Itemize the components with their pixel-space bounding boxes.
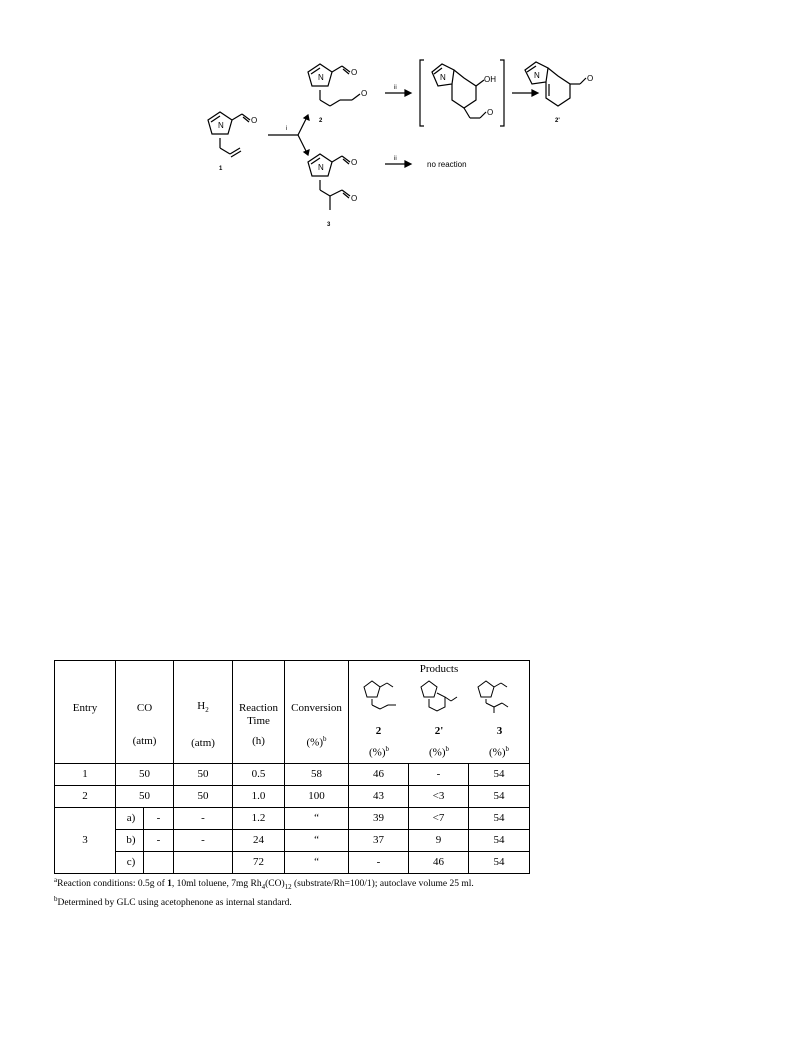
table-header-row (55, 661, 530, 764)
reaction-scheme (180, 50, 600, 235)
arrow-to-2prime (512, 90, 538, 96)
atom-label-o: O (351, 158, 358, 167)
compound-label-2: 2 (319, 118, 323, 124)
cell-h2: - (174, 829, 233, 851)
co-header: CO (atm) (116, 661, 174, 764)
product-structures (349, 675, 529, 713)
cell-time: 0.5 (233, 763, 285, 785)
cell-conversion: “ (285, 807, 349, 829)
cell-product-2prime: - (409, 763, 469, 785)
atom-label-o: O (487, 108, 494, 117)
cell-time: 72 (233, 851, 285, 873)
branch-arrow (268, 115, 309, 155)
compound-1-structure (208, 112, 250, 157)
cell-entry: 1 (55, 763, 116, 785)
cell-conversion: 100 (285, 785, 349, 807)
table-row (55, 829, 530, 851)
cell-co: - (144, 807, 174, 829)
atom-label-n: N (218, 121, 224, 130)
cell-sub-label: b) (116, 829, 144, 851)
product-label-2: 2 (375, 725, 382, 737)
arrow-bottom (385, 161, 411, 167)
footnote-a: $^a$Reaction conditions: 0.5g of 1, 10ml toluene, 7mg $Rh_4(CO)_{12}$ (substrate/Rh=100/1); autoclave volume 25 ml. (54, 875, 474, 891)
compound-2prime-structure (525, 62, 586, 106)
cell-time: 1.0 (233, 785, 285, 807)
cell-co (144, 851, 174, 873)
cell-product-3: 54 (469, 829, 530, 851)
cell-h2: 50 (174, 785, 233, 807)
reaction-time-header: Reaction Time (h) (233, 661, 285, 764)
footnote-b: $^b$Determined by GLC using acetophenone as internal standard. (54, 894, 292, 908)
atom-label-o: O (251, 116, 258, 125)
conversion-header: Conversion (%)$^b$ (285, 661, 349, 764)
compound-label-3: 3 (327, 222, 331, 228)
no-reaction-text: no reaction (427, 160, 467, 169)
table-row (55, 807, 530, 829)
atom-label-n: N (440, 73, 446, 82)
cell-product-2: - (349, 851, 409, 873)
products-header: Products 2 2' 3 (%)$^b$ (%)$^b$ (%)$^b$ (349, 661, 530, 764)
cell-product-3: 54 (469, 851, 530, 873)
compound-label-1: 1 (219, 166, 223, 172)
reagent-label-ii-bottom: ii (394, 156, 397, 162)
atom-label-n: N (318, 163, 324, 172)
cell-co: 50 (116, 785, 174, 807)
cell-product-2: 46 (349, 763, 409, 785)
cell-product-2prime: 46 (409, 851, 469, 873)
cell-product-2prime: <7 (409, 807, 469, 829)
cell-product-2prime: 9 (409, 829, 469, 851)
cell-conversion: “ (285, 851, 349, 873)
table-row (55, 851, 530, 873)
cell-product-2: 39 (349, 807, 409, 829)
cell-co: 50 (116, 763, 174, 785)
product-labels (349, 713, 529, 737)
cell-product-3: 54 (469, 807, 530, 829)
compound-label-2prime: 2' (555, 118, 560, 124)
results-table-wrapper (54, 660, 529, 909)
cell-product-3: 54 (469, 785, 530, 807)
atom-label-o: O (361, 89, 368, 98)
product-2-structure (360, 677, 404, 713)
h2-header: $H_2$ (atm) (174, 661, 233, 764)
product-3-structure (474, 677, 518, 713)
product-label-3: 3 (496, 725, 503, 737)
cell-time: 24 (233, 829, 285, 851)
atom-label-o: O (351, 194, 358, 203)
cell-product-2prime: <3 (409, 785, 469, 807)
atom-label-o: O (351, 68, 358, 77)
atom-label-oh: OH (484, 75, 496, 84)
arrow-top (385, 90, 411, 96)
cell-conversion: 58 (285, 763, 349, 785)
table-row (55, 785, 530, 807)
reaction-scheme-drawing (180, 50, 600, 235)
results-table (54, 660, 530, 874)
cell-sub-label: a) (116, 807, 144, 829)
entry-header: Entry (55, 661, 116, 764)
atom-label-n: N (318, 73, 324, 82)
reagent-label-ii-top: ii (394, 85, 397, 91)
table-row (55, 763, 530, 785)
product-2prime-structure (417, 677, 461, 713)
product-label-2prime: 2' (434, 725, 444, 737)
cell-product-3: 54 (469, 763, 530, 785)
atom-label-o: O (587, 74, 594, 83)
compound-3-structure (308, 154, 350, 210)
cell-product-2: 43 (349, 785, 409, 807)
cell-conversion: “ (285, 829, 349, 851)
atom-label-n: N (534, 71, 540, 80)
cell-sub-label: c) (116, 851, 144, 873)
cell-product-2: 37 (349, 829, 409, 851)
reagent-label-i: i (286, 126, 288, 132)
cell-time: 1.2 (233, 807, 285, 829)
cell-entry: 2 (55, 785, 116, 807)
cell-h2 (174, 851, 233, 873)
cell-h2: - (174, 807, 233, 829)
cell-h2: 50 (174, 763, 233, 785)
cell-co: - (144, 829, 174, 851)
product-units: (%)$^b$ (%)$^b$ (%)$^b$ (369, 745, 510, 759)
cell-entry: 3 (55, 807, 116, 873)
